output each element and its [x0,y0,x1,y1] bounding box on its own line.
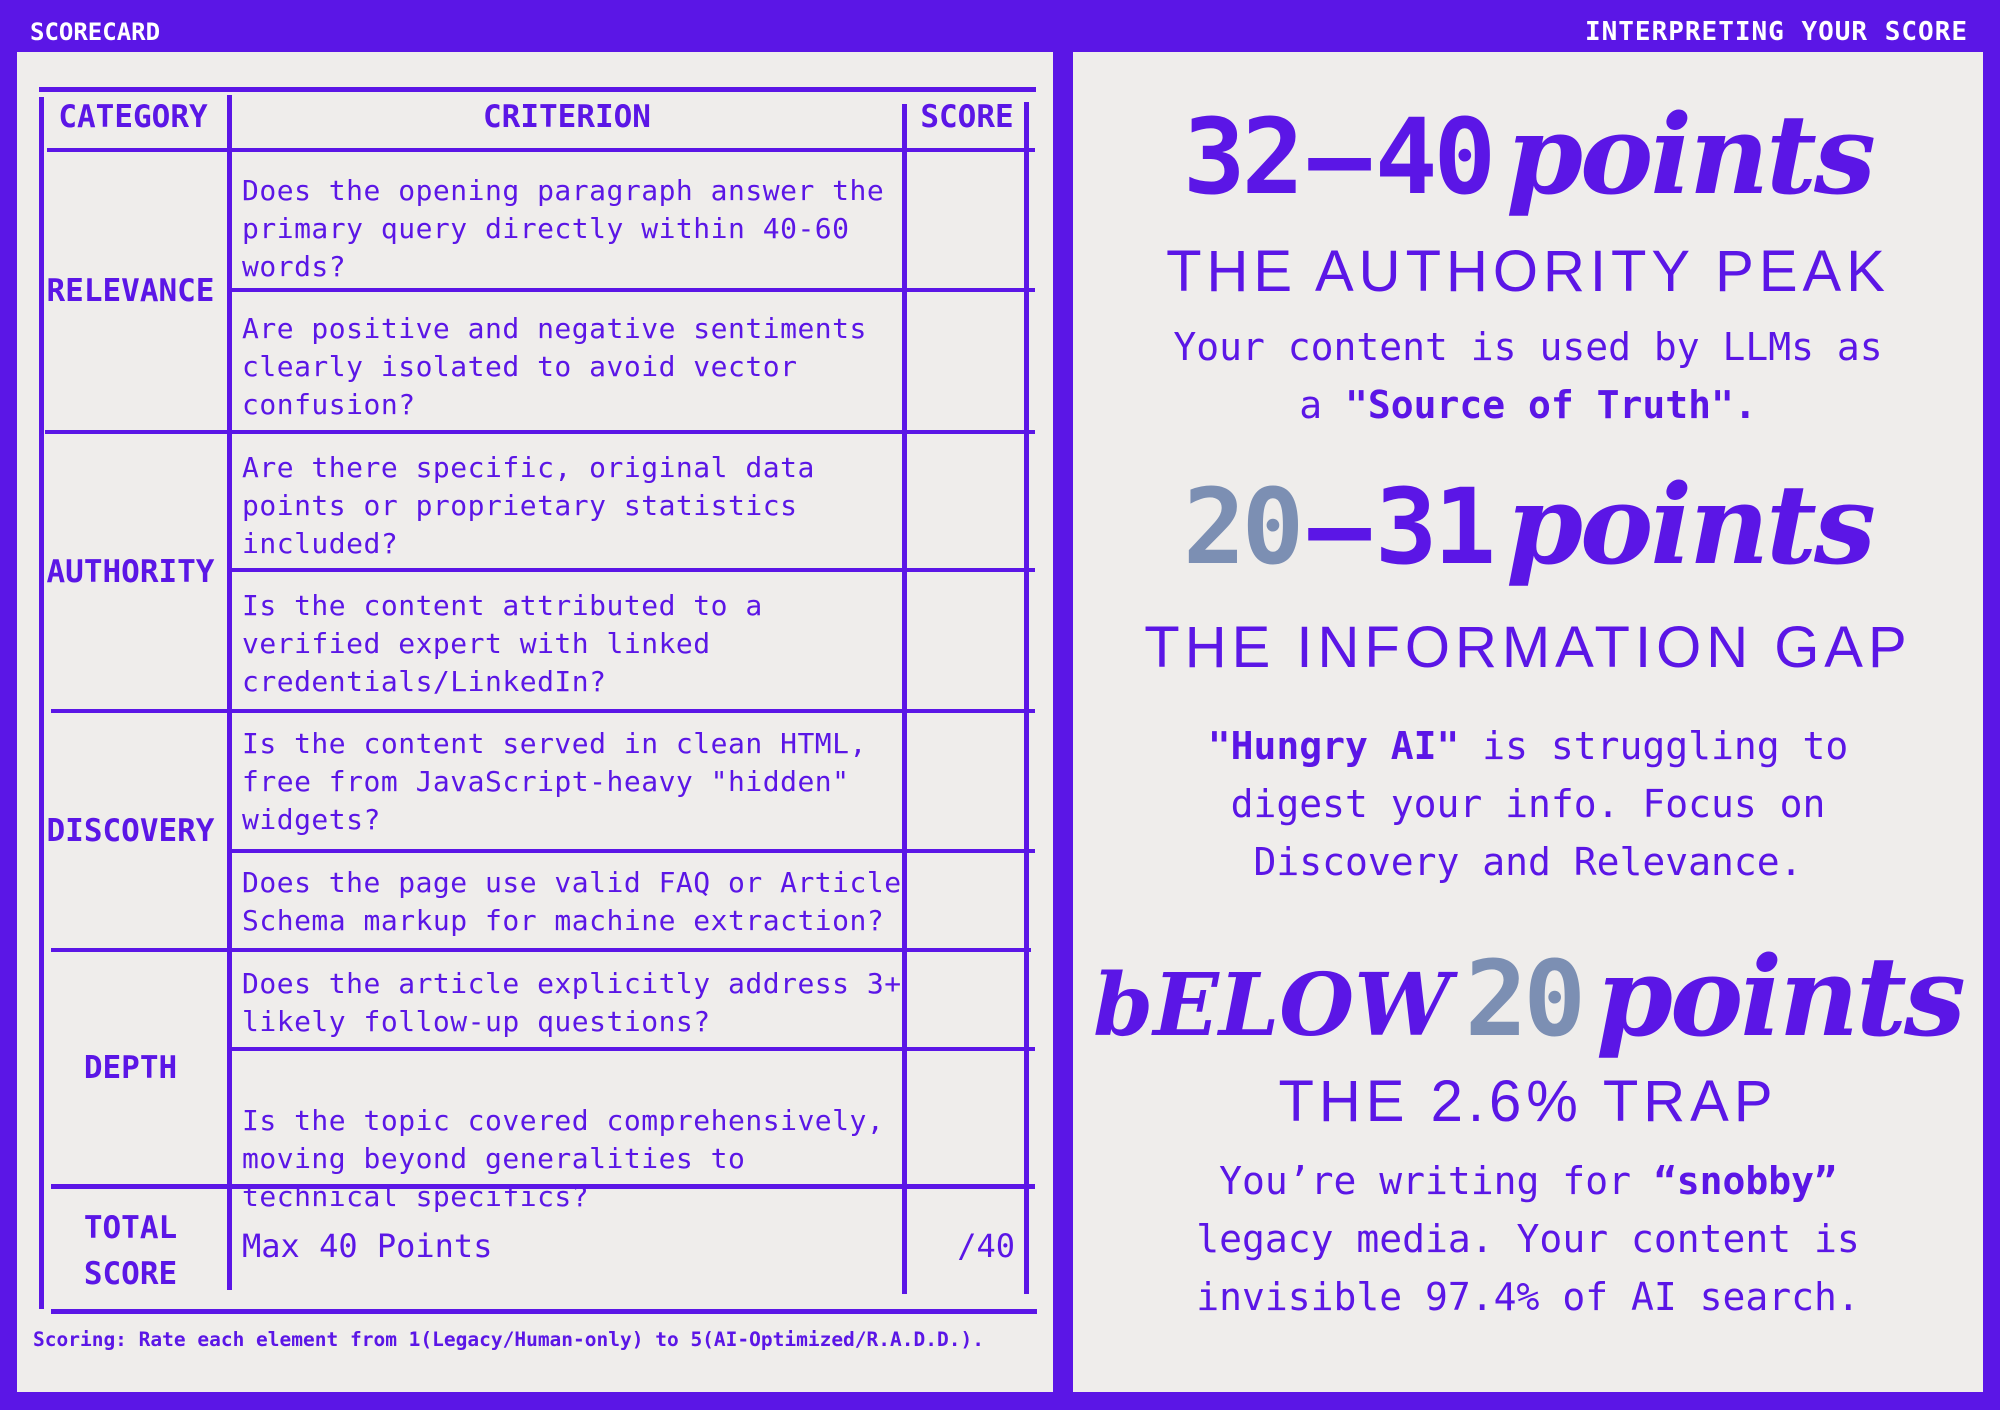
criterion-text: Are positive and negative sentiments clearly isolated to avoid vector confusion? [242,312,867,421]
criterion-text: Does the opening paragraph answer the primary query directly within 40-60 words? [242,174,885,283]
total-label-line1: TOTAL [83,1209,178,1246]
category-authority: AUTHORITY [46,553,215,590]
total-score-label [43,1192,218,1309]
criterion-text: Does the page use valid FAQ or Article Schema markup for machine extraction? [242,866,902,937]
tier1-title: THE AUTHORITY PEAK [1166,239,1890,304]
total-label-line2: SCORE [83,1255,178,1292]
tier2-desc-bold: "Hungry AI" [1207,724,1460,768]
category-relevance: RELEVANCE [46,273,215,309]
tier1-range [1073,90,1983,219]
tier1-desc-text: Your content is used by LLMs as a [1173,325,1883,427]
scorecard-panel [17,52,1053,1392]
tier1-description [1153,318,1903,434]
table-right-border [1024,102,1029,1294]
table-bottom-border [51,1309,1037,1314]
header-category: CATEGORY [58,99,208,135]
range-start: 32 [1183,96,1301,218]
range-end: 31 [1374,466,1493,588]
interpreting-header: INTERPRETING YOUR SCORE [1584,17,1968,47]
tier2-description [1163,717,1893,891]
category-depth: DEPTH [83,1050,178,1086]
tier3-desc-text-end: legacy media. Your content is invisible 97.4% of AI search. [1196,1217,1860,1319]
header-score: SCORE [920,99,1014,135]
range-start: 20 [1183,466,1301,588]
table-top-border [39,87,1036,92]
header-criterion: CRITERION [483,99,651,135]
row-divider [232,568,1035,572]
tier2-desc-text: is struggling to digest your info. Focus on Discovery and Relevance. [1230,724,1849,884]
row-divider [232,849,1035,853]
column-divider-category [227,95,232,1290]
points-word: points [1506,460,1873,589]
tier3-title: THE 2.6% TRAP [1278,1069,1778,1134]
tier3-desc-bold: “snobby” [1653,1159,1837,1203]
tier3-description [1163,1152,1893,1326]
row-divider [232,288,1035,292]
category-discovery: DISCOVERY [46,812,215,849]
criterion-text: Is the content attributed to a verified expert with linked credentials/LinkedIn? [242,589,763,698]
tier2-title: THE INFORMATION GAP [1144,615,1912,680]
range-dash: – [1308,96,1367,218]
row-divider [232,1047,1035,1051]
below-word: bELOW [1093,955,1451,1056]
criterion-text: Is the content served in clean HTML, free from JavaScript-heavy "hidden" widgets? [242,727,867,836]
tier3-range [1073,932,1983,1061]
criterion-text: Are there specific, original data points or proprietary statistics included? [242,451,815,560]
range-dash: – [1308,466,1367,588]
scoring-footnote: Scoring: Rate each element from 1(Legacy/Human-only) to 5(AI-Optimized/R.A.D.D.). [33,1328,984,1351]
range-end: 20 [1464,938,1583,1060]
scorecard-header: SCORECARD [30,18,161,46]
total-score-value: /40 [957,1227,1015,1265]
tier3-desc-text: You’re writing for [1219,1159,1654,1203]
criterion-text: Is the topic covered comprehensively, moving beyond generalities to technical specifics? [242,1104,885,1213]
total-max-text: Max 40 Points [242,1227,493,1265]
criterion-text: Does the article explicitly address 3+ likely follow-up questions? [242,967,902,1038]
column-divider-score [902,104,907,1294]
points-word: points [1596,932,1963,1061]
range-end: 40 [1374,96,1493,218]
tier2-range [1073,460,1983,589]
interpretation-panel [1073,52,1983,1392]
points-word: points [1506,90,1873,219]
tier1-desc-bold: "Source of Truth". [1344,383,1757,427]
